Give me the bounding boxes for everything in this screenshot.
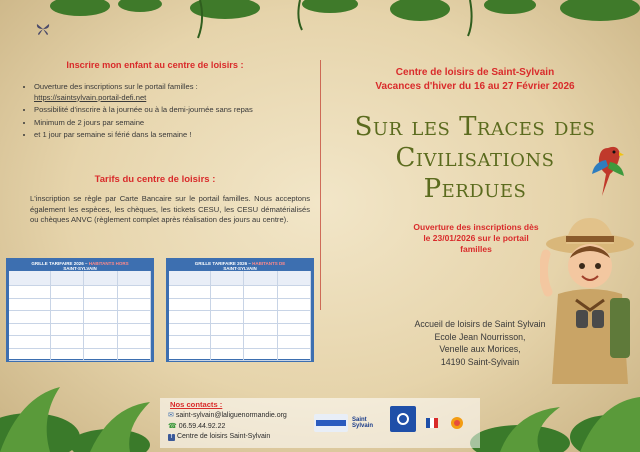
foliage-top-decoration xyxy=(0,0,640,40)
phone-icon: ☎ xyxy=(168,423,177,430)
email-contact[interactable]: ✉ saint-sylvain@laliguenormandie.org xyxy=(168,412,287,419)
butterfly-icon xyxy=(36,22,50,36)
partner-logo-saint-sylvain: Saint Sylvain xyxy=(352,417,374,429)
email-icon: ✉ xyxy=(168,412,174,419)
list-item: • Minimum de 2 jours par semaine xyxy=(34,118,324,129)
caf-logo-icon xyxy=(396,412,410,426)
centre-subtitle: Centre de loisirs de Saint-Sylvain Vacances d'hiver du 16 au 27 Février 2026 xyxy=(375,67,575,92)
enrol-heading: Inscrire mon enfant au centre de loisirs : xyxy=(66,60,244,70)
portal-link[interactable]: https://saintsylvain.portail-defi.net xyxy=(34,92,147,102)
partner-logo-ministry xyxy=(424,414,440,432)
partner-logo-caf xyxy=(390,406,416,432)
contacts-heading: Nos contacts : xyxy=(170,400,223,409)
phone-contact[interactable]: ☎ 06.59.44.92.22 xyxy=(168,423,226,430)
list-item: • Possibilité d'inscrire à la journée ou à la demi-journée sans repas xyxy=(34,105,324,116)
parrot-icon xyxy=(588,140,628,200)
partner-logo-circle xyxy=(448,414,466,432)
facebook-icon: f xyxy=(168,434,175,441)
sun-logo-icon xyxy=(449,415,465,431)
registration-open-notice: Ouverture des inscriptions dès le 23/01/2026 sur le portail familles xyxy=(413,222,539,254)
payment-paragraph: L'inscription se règle par Carte Bancaire sur le portail familles. Nous acceptons également les espèces, les chèques, les tickets CESU, les CESU dématérialisés ou chèques ANVC (règlement complet après réalisation des jours au centre). xyxy=(30,194,310,224)
tarifs-heading: Tarifs du centre de loisirs : xyxy=(94,174,216,185)
enrol-bullet-list xyxy=(22,82,324,143)
list-item: • Ouverture des inscriptions sur le portail familles : https://saintsylvain.portail-defi.net xyxy=(34,82,324,103)
list-item: • et 1 jour par semaine si férié dans la semaine ! xyxy=(34,130,324,141)
column-divider xyxy=(320,60,321,310)
address-block: Accueil de loisirs de Saint Sylvain Ecole Jean Nourrisson, Venelle aux Morices, 14190 Saint-Sylvain xyxy=(414,319,546,367)
pricing-grid-residents xyxy=(166,258,314,362)
pricing-grid-outside xyxy=(6,258,154,362)
grid-header: GRILLE TARIFAIRE 2026 – HABITANTS HORS SAINT-SYLVAIN xyxy=(9,261,151,271)
partner-logo-la-ligue xyxy=(314,414,348,432)
grid-header: GRILLE TARIFAIRE 2026 – HABITANTS DE SAINT-SYLVAIN xyxy=(169,261,311,271)
page-title: Sur les Traces des Civilisations Perdues xyxy=(354,112,596,204)
facebook-contact[interactable]: f Centre de loisirs Saint-Sylvain xyxy=(168,433,270,441)
